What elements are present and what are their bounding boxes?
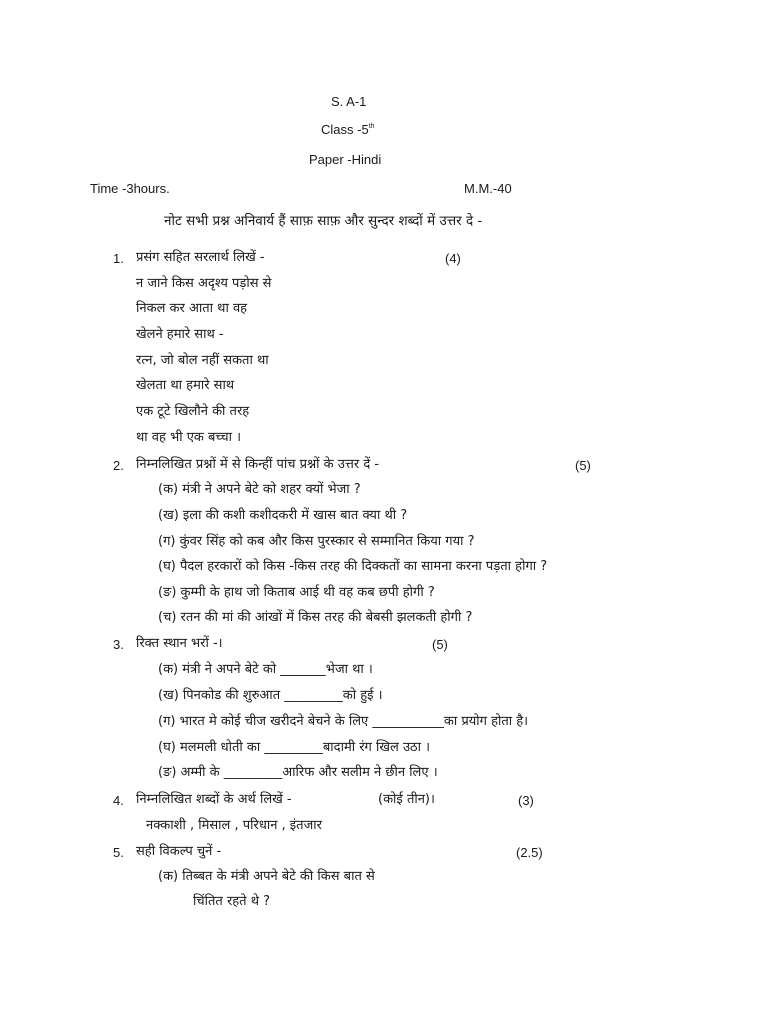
q2-item: (ग) कुंवर सिंह को कब और किस पुरस्कार से सम्मानित किया गया ?	[158, 534, 475, 549]
q2-item: (च) रतन की मां की आंखों में किस तरह की बेबसी झलकती होगी ?	[158, 610, 473, 625]
q2-title: निम्नलिखित प्रश्नों में से किन्हीं पांच प्रश्नों के उत्तर दें -	[136, 457, 380, 472]
time-label: Time -3hours.	[90, 181, 170, 196]
instruction-note: नोट सभी प्रश्न अनिवार्य हैं साफ़ साफ़ और सुन्दर शब्दों में उत्तर दे -	[164, 213, 483, 229]
q3-item: (घ) मलमली धोती का _________बादामी रंग खिल उठा ।	[158, 740, 431, 755]
q1-poem-line: निकल कर आता था वह	[136, 301, 248, 316]
q3-item: (ग) भारत मे कोई चीज खरीदने बेचने के लिए ___________का प्रयोग होता है।	[158, 714, 529, 729]
q2-item: (ङ) कुम्मी के हाथ जो किताब आई थी वह कब छपी होगी ?	[158, 585, 435, 600]
q3-number: 3.	[113, 637, 124, 652]
class-label	[321, 122, 375, 138]
q3-title: रिक्त स्थान भरों -।	[136, 636, 223, 651]
q3-item: (ख) पिनकोड की शुरुआत _________को हुई ।	[158, 688, 383, 703]
q1-poem-line: रत्न, जो बोल नहीं सकता था	[136, 353, 269, 368]
q4-note: (कोई तीन)।	[378, 792, 435, 807]
q4-number: 4.	[113, 793, 124, 808]
q5-item-continued: चिंतित रहते थे ?	[193, 894, 271, 909]
exam-title: S. A-1	[331, 94, 367, 109]
q5-item: (क) तिब्बत के मंत्री अपने बेटे की किस बात से	[158, 869, 375, 884]
class-superscript: th	[368, 123, 375, 130]
paper-label: Paper -Hindi	[309, 152, 382, 167]
max-marks-label: M.M.-40	[464, 181, 512, 196]
class-text: Class -5	[321, 122, 369, 137]
q2-item: (क) मंत्री ने अपने बेटे को शहर क्यों भेजा ?	[158, 482, 361, 497]
q1-poem-line: था वह भी एक बच्चा ।	[136, 430, 242, 445]
q1-poem-line: खेलने हमारे साथ -	[136, 327, 224, 342]
q5-marks: (2.5)	[516, 845, 543, 860]
q4-marks: (3)	[518, 793, 534, 808]
q3-marks: (5)	[432, 637, 448, 652]
q2-item: (घ) पैदल हरकारों को किस -किस तरह की दिक्कतों का सामना करना पड़ता होगा ?	[158, 559, 548, 574]
q3-item: (क) मंत्री ने अपने बेटे को _______भेजा था ।	[158, 662, 373, 677]
q4-title: निम्नलिखित शब्दों के अर्थ लिखें -	[136, 792, 292, 807]
q1-poem-line: खेलता था हमारे साथ	[136, 378, 235, 393]
q2-marks: (5)	[575, 458, 591, 473]
q1-marks: (4)	[445, 251, 461, 266]
q1-poem-line: न जाने किस अदृश्य पड़ोस से	[136, 276, 272, 291]
q2-item: (ख) इला की कशी कशीदकरी में खास बात क्या थी ?	[158, 508, 408, 523]
q1-number: 1.	[113, 251, 124, 266]
q5-title: सही विकल्प चुनें -	[136, 844, 222, 859]
q3-item: (ङ) अम्मी के _________आरिफ और सलीम ने छीन लिए ।	[158, 765, 438, 780]
q5-number: 5.	[113, 845, 124, 860]
q2-number: 2.	[113, 458, 124, 473]
q1-title: प्रसंग सहित सरलार्थ लिखें -	[136, 250, 265, 265]
q4-words: नक्काशी , मिसाल , परिधान , इंतजार	[146, 818, 322, 833]
q1-poem-line: एक टूटे खिलौने की तरह	[136, 404, 250, 419]
